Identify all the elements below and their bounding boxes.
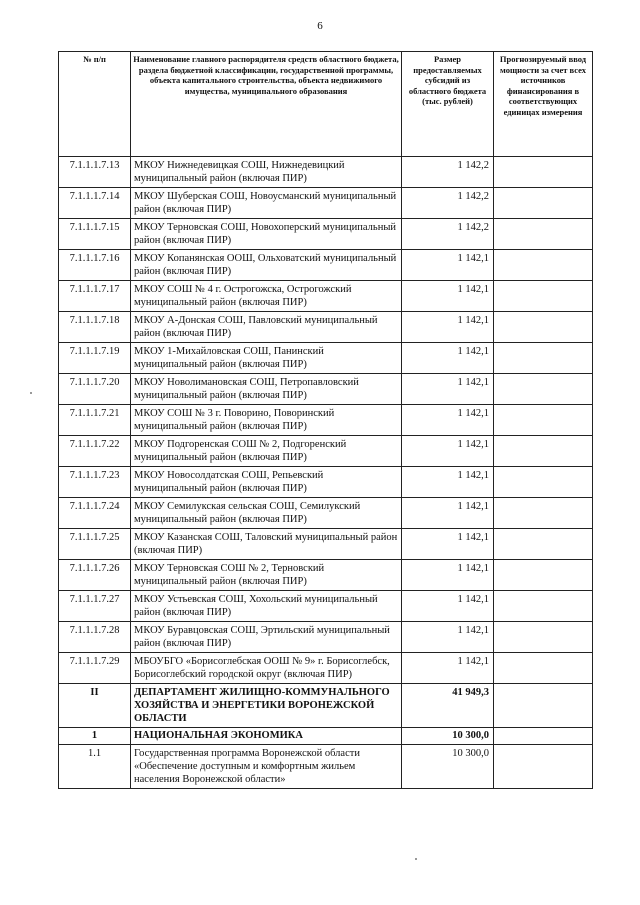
row-amount: 1 142,1 xyxy=(402,250,494,281)
row-capacity xyxy=(494,560,593,591)
page-number: 6 xyxy=(317,20,323,32)
section-capacity xyxy=(494,684,593,728)
row-amount: 1 142,1 xyxy=(402,374,494,405)
row-capacity xyxy=(494,653,593,684)
row-amount: 1 142,1 xyxy=(402,529,494,560)
table-row xyxy=(59,374,593,405)
program-row xyxy=(59,745,593,789)
row-num: 7.1.1.1.7.21 xyxy=(59,405,131,436)
row-capacity xyxy=(494,281,593,312)
row-capacity xyxy=(494,157,593,188)
row-num: 7.1.1.1.7.25 xyxy=(59,529,131,560)
row-num: 7.1.1.1.7.15 xyxy=(59,219,131,250)
table-row xyxy=(59,529,593,560)
row-name: МБОУБГО «Борисоглебская ООШ № 9» г. Борисоглебск, Борисоглебский городской округ (включая ПИР) xyxy=(131,653,402,684)
row-num: 7.1.1.1.7.20 xyxy=(59,374,131,405)
table-row xyxy=(59,591,593,622)
row-amount: 1 142,1 xyxy=(402,436,494,467)
subsection-capacity xyxy=(494,728,593,745)
table-row xyxy=(59,157,593,188)
row-num: 7.1.1.1.7.13 xyxy=(59,157,131,188)
row-name: МКОУ Новолимановская СОШ, Петропавловский муниципальный район (включая ПИР) xyxy=(131,374,402,405)
row-name: МКОУ Буравцовская СОШ, Эртильский муниципальный район (включая ПИР) xyxy=(131,622,402,653)
row-num: 7.1.1.1.7.19 xyxy=(59,343,131,374)
row-amount: 1 142,1 xyxy=(402,591,494,622)
row-amount: 1 142,1 xyxy=(402,560,494,591)
row-name: МКОУ СОШ № 4 г. Острогожска, Острогожский муниципальный район (включая ПИР) xyxy=(131,281,402,312)
subsection-name: НАЦИОНАЛЬНАЯ ЭКОНОМИКА xyxy=(131,728,402,745)
header-capacity: Прогнозируемый ввод мощности за счет всех источников финансирования в соответствующих единицах измерения xyxy=(494,52,593,157)
row-amount: 1 142,2 xyxy=(402,188,494,219)
row-capacity xyxy=(494,250,593,281)
row-name: МКОУ Копанянская ООШ, Ольховатский муниципальный район (включая ПИР) xyxy=(131,250,402,281)
table-row xyxy=(59,436,593,467)
row-capacity xyxy=(494,498,593,529)
table-row xyxy=(59,498,593,529)
row-capacity xyxy=(494,405,593,436)
table-header-row xyxy=(59,52,593,157)
row-num: 7.1.1.1.7.27 xyxy=(59,591,131,622)
header-amount: Размер предоставляемых субсидий из областного бюджета (тыс. рублей) xyxy=(402,52,494,157)
row-num: 7.1.1.1.7.17 xyxy=(59,281,131,312)
subsection-num: 1 xyxy=(59,728,131,745)
row-name: МКОУ Терновская СОШ, Новохоперский муниципальный район (включая ПИР) xyxy=(131,219,402,250)
header-name: Наименование главного распорядителя средств областного бюджета, раздела бюджетной классификации, государственной программы, объекта капитального строительства, объекта недвижимого имущества, муниципального образования xyxy=(131,52,402,157)
row-num: 7.1.1.1.7.29 xyxy=(59,653,131,684)
table-row xyxy=(59,560,593,591)
program-name: Государственная программа Воронежской области «Обеспечение доступным и комфортным жильем населения Воронежской области» xyxy=(131,745,402,789)
row-capacity xyxy=(494,529,593,560)
row-amount: 1 142,1 xyxy=(402,653,494,684)
row-capacity xyxy=(494,436,593,467)
section-amount: 41 949,3 xyxy=(402,684,494,728)
row-capacity xyxy=(494,622,593,653)
table-row xyxy=(59,281,593,312)
row-amount: 1 142,2 xyxy=(402,157,494,188)
table-body xyxy=(59,157,593,789)
row-num: 7.1.1.1.7.16 xyxy=(59,250,131,281)
row-num: 7.1.1.1.7.23 xyxy=(59,467,131,498)
program-num: 1.1 xyxy=(59,745,131,789)
row-num: 7.1.1.1.7.14 xyxy=(59,188,131,219)
subsidy-table xyxy=(58,51,593,789)
row-name: МКОУ 1-Михайловская СОШ, Панинский муниципальный район (включая ПИР) xyxy=(131,343,402,374)
row-num: 7.1.1.1.7.24 xyxy=(59,498,131,529)
row-capacity xyxy=(494,188,593,219)
row-amount: 1 142,1 xyxy=(402,343,494,374)
row-capacity xyxy=(494,312,593,343)
row-amount: 1 142,1 xyxy=(402,312,494,343)
table-row xyxy=(59,343,593,374)
row-amount: 1 142,1 xyxy=(402,281,494,312)
row-capacity xyxy=(494,343,593,374)
row-amount: 1 142,2 xyxy=(402,219,494,250)
scan-speck xyxy=(415,858,417,860)
program-capacity xyxy=(494,745,593,789)
section-row xyxy=(59,684,593,728)
row-capacity xyxy=(494,374,593,405)
row-num: 7.1.1.1.7.18 xyxy=(59,312,131,343)
row-num: 7.1.1.1.7.22 xyxy=(59,436,131,467)
table-row xyxy=(59,653,593,684)
section-name: ДЕПАРТАМЕНТ ЖИЛИЩНО-КОММУНАЛЬНОГО ХОЗЯЙСТВА И ЭНЕРГЕТИКИ ВОРОНЕЖСКОЙ ОБЛАСТИ xyxy=(131,684,402,728)
subsection-amount: 10 300,0 xyxy=(402,728,494,745)
row-name: МКОУ СОШ № 3 г. Поворино, Поворинский муниципальный район (включая ПИР) xyxy=(131,405,402,436)
row-name: МКОУ Шуберская СОШ, Новоусманский муниципальный район (включая ПИР) xyxy=(131,188,402,219)
row-name: МКОУ А-Донская СОШ, Павловский муниципальный район (включая ПИР) xyxy=(131,312,402,343)
table-row xyxy=(59,405,593,436)
table-row xyxy=(59,312,593,343)
program-amount: 10 300,0 xyxy=(402,745,494,789)
row-amount: 1 142,1 xyxy=(402,405,494,436)
row-num: 7.1.1.1.7.26 xyxy=(59,560,131,591)
row-capacity xyxy=(494,591,593,622)
row-capacity xyxy=(494,219,593,250)
table-row xyxy=(59,622,593,653)
table-row xyxy=(59,250,593,281)
row-name: МКОУ Нижнедевицкая СОШ, Нижнедевицкий муниципальный район (включая ПИР) xyxy=(131,157,402,188)
table-row xyxy=(59,219,593,250)
row-name: МКОУ Семилукская сельская СОШ, Семилукский муниципальный район (включая ПИР) xyxy=(131,498,402,529)
row-num: 7.1.1.1.7.28 xyxy=(59,622,131,653)
row-name: МКОУ Терновская СОШ № 2, Терновский муниципальный район (включая ПИР) xyxy=(131,560,402,591)
subsection-row xyxy=(59,728,593,745)
row-amount: 1 142,1 xyxy=(402,622,494,653)
row-name: МКОУ Казанская СОШ, Таловский муниципальный район (включая ПИР) xyxy=(131,529,402,560)
row-name: МКОУ Новосолдатская СОШ, Репьевский муниципальный район (включая ПИР) xyxy=(131,467,402,498)
row-amount: 1 142,1 xyxy=(402,498,494,529)
scan-speck xyxy=(30,392,32,394)
table-row xyxy=(59,467,593,498)
row-amount: 1 142,1 xyxy=(402,467,494,498)
section-num: II xyxy=(59,684,131,728)
row-name: МКОУ Устьевская СОШ, Хохольский муниципальный район (включая ПИР) xyxy=(131,591,402,622)
header-num: № п/п xyxy=(59,52,131,157)
table-row xyxy=(59,188,593,219)
row-capacity xyxy=(494,467,593,498)
row-name: МКОУ Подгоренская СОШ № 2, Подгоренский муниципальный район (включая ПИР) xyxy=(131,436,402,467)
